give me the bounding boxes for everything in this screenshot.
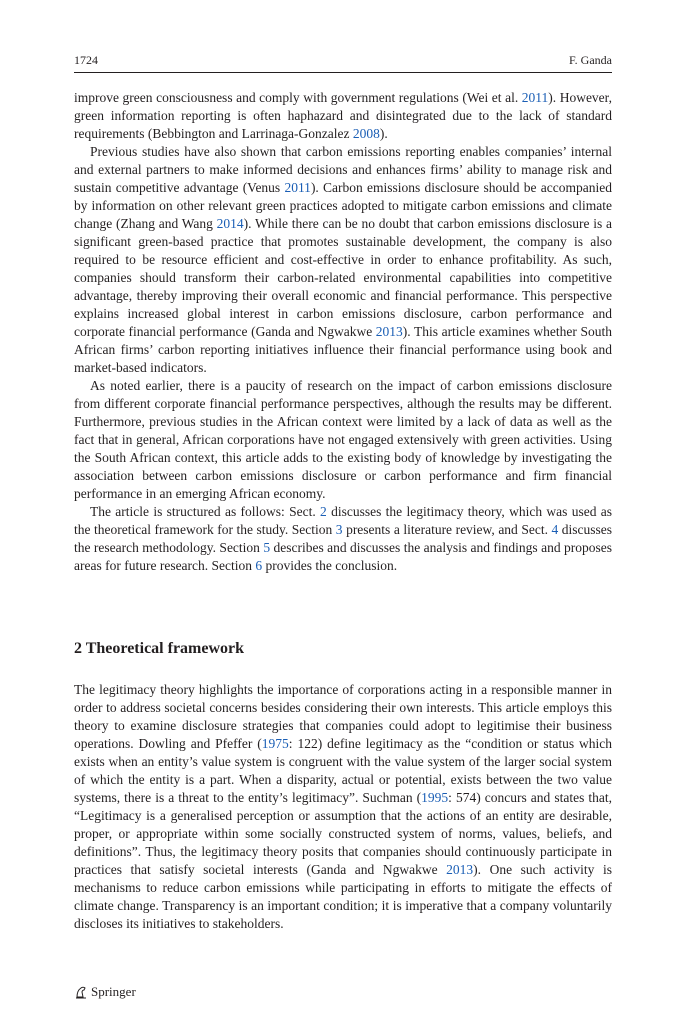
text-run: ). While there can be no doubt that carbon emissions disclosure is a significant green-based practice that promotes sustainable development, the company is also required to be resource efficient and cost-effective in order to enhance profitability. As such, companies should transform their carbon-related environmental capabilities into competitive advantage, thereby improving their overall economic and financial performance. This perspective explains increased global interest in carbon emissions disclosure, carbon performance and corporate financial performance (Ganda and Ngwakwe <box>74 216 612 339</box>
citation-link[interactable]: 2011 <box>521 90 549 105</box>
text-run: ). Carbon emissions disclosure should be accompanied by information on other relevant green practices adopted to mitigate carbon emissions and climate change (Zhang and Wang <box>74 180 612 231</box>
page-number: 1724 <box>74 53 98 67</box>
footer <box>74 984 136 1000</box>
citation-link[interactable]: 2 <box>320 504 327 519</box>
text-run: The legitimacy theory highlights the importance of corporations acting in a responsible manner in order to address societal concerns besides considering their own interests. This article employs this theory to examine disclosure strategies that companies could adopt to legitimise their business operations. Dowling and Pfeffer ( <box>74 682 612 751</box>
running-author: F. Ganda <box>568 53 612 67</box>
text-run: improve green consciousness and comply with government regulations (Wei et al. <box>74 90 522 105</box>
paragraph-4 <box>74 503 612 575</box>
intro-body <box>74 89 612 575</box>
citation-link[interactable]: 5 <box>263 540 271 555</box>
text-run: ). This article examines whether South African firms’ carbon reporting initiatives influence their financial performance using book and market-based indicators. <box>74 324 612 375</box>
text-run: discusses the research methodology. Section <box>74 522 612 555</box>
citation-link[interactable]: 2014 <box>216 216 244 231</box>
text-run: ). However, green information reporting is often haphazard and disintegrated due to the lack of standard requirements (Bebbington and Larrinaga-Gonzalez <box>74 90 613 141</box>
running-header <box>74 48 612 73</box>
citation-link[interactable]: 2013 <box>375 324 403 339</box>
text-run: ). <box>379 126 388 141</box>
text-run: discusses the legitimacy theory, which was used as the theoretical framework for the study. Section <box>74 504 613 537</box>
paragraph-2 <box>74 143 612 377</box>
text-run: The article is structured as follows: Sect. <box>90 504 321 519</box>
springer-horse-icon <box>74 985 88 999</box>
citation-link[interactable]: 6 <box>255 558 263 573</box>
section-paragraph <box>74 681 612 933</box>
text-run: Previous studies have also shown that carbon emissions reporting enables companies’ internal and external partners to make informed decisions and enhances firms’ ability to manage risk and sustain competitive advantage (Venus <box>74 144 612 195</box>
citation-link[interactable]: 1975 <box>261 736 289 751</box>
section-heading: 2 Theoretical framework <box>74 640 245 657</box>
citation-link[interactable]: 2013 <box>446 862 474 877</box>
text-run: ). One such activity is mechanisms to reduce carbon emissions while participating in efforts to mitigate the effects of climate change. Transparency is an important condition; it is imperative that a company voluntarily discloses its initiatives to stakeholders. <box>74 862 612 931</box>
paragraph-1 <box>74 89 612 143</box>
text-run: describes and discusses the analysis and findings and proposes areas for future research. Section <box>74 540 612 573</box>
text-run: : 574) concurs and states that, “Legitimacy is a generalised perception or assumption that the actions of an entity are desirable, proper, or appropriate within some socially constructed system of norms, values, beliefs, and definitions”. Thus, the legitimacy theory posits that companies should continuously participate in practices that satisfy societal interests (Ganda and Ngwakwe <box>74 790 612 877</box>
citation-link[interactable]: 1995 <box>421 790 449 805</box>
section-body <box>74 681 612 933</box>
text-run: As noted earlier, there is a paucity of research on the impact of carbon emissions disclosure from different corporate financial performance perspectives, although the results may be different. Furthermore, previous studies in the African context were limited by a lack of data as well as the fact that in general, African corporations have not engaged extensively with green activities. Using the South African context, this article adds to the existing body of knowledge by investigating the association between carbon emissions disclosure or carbon performance and firm financial performance in an emerging African economy. <box>74 378 612 501</box>
text-run: : 122) define legitimacy as the “condition or status which exists when an entity’s value system is congruent with the value system of the larger social system of which the entity is a part. When a disparity, actual or potential, exists between the two value systems, there is a threat to the entity’s legitimacy”. Suchman ( <box>74 736 613 805</box>
text-run: presents a literature review, and Sect. <box>342 522 552 537</box>
publisher-name: Springer <box>91 984 136 999</box>
citation-link[interactable]: 2008 <box>352 126 380 141</box>
citation-link[interactable]: 3 <box>335 522 343 537</box>
text-run: provides the conclusion. <box>262 558 398 573</box>
citation-link[interactable]: 2011 <box>284 180 311 195</box>
paragraph-3 <box>74 377 612 503</box>
citation-link[interactable]: 4 <box>551 522 559 537</box>
